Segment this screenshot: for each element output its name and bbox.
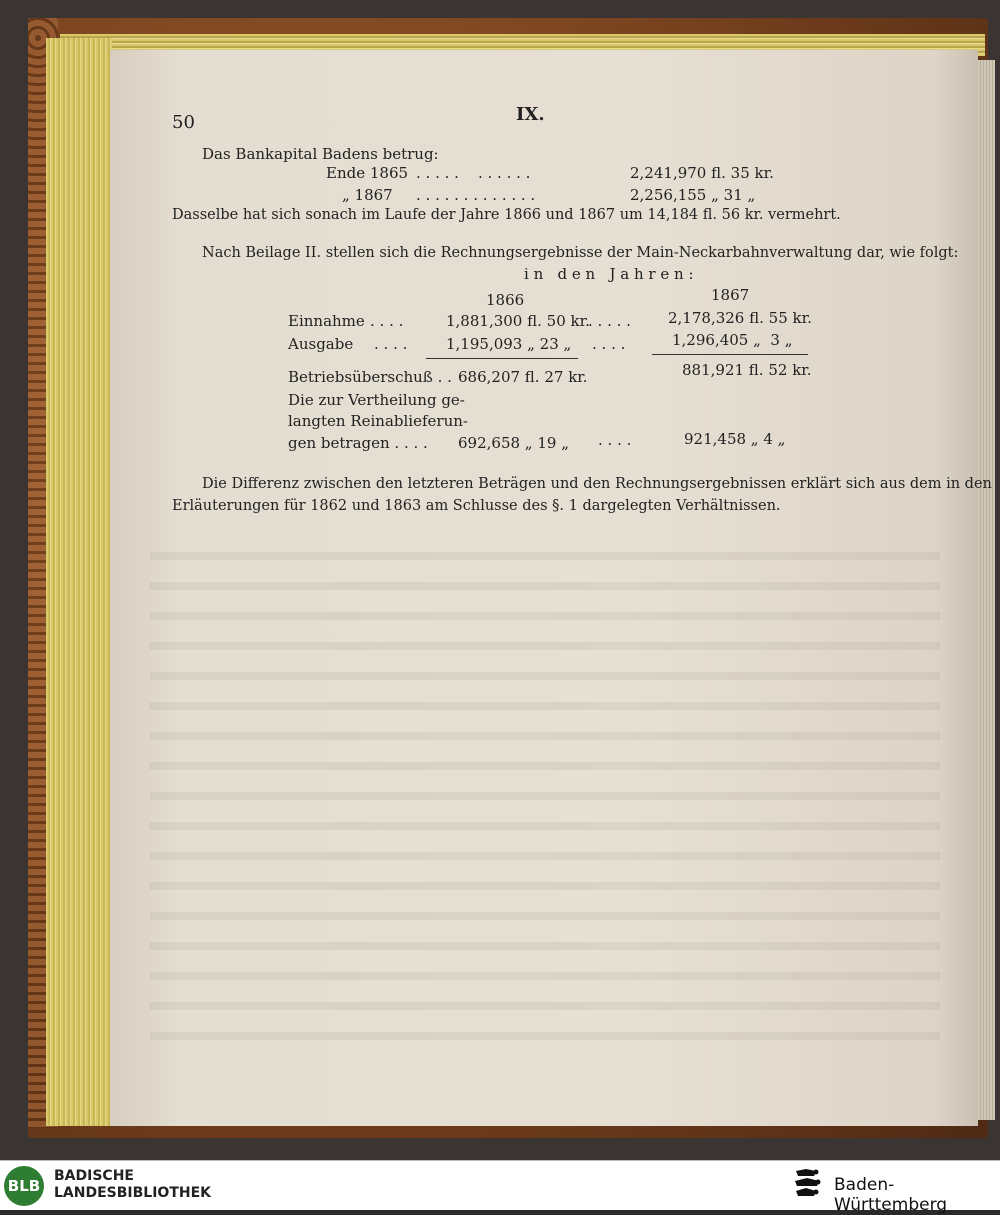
- dist-label-line1: Die zur Vertheilung ge-: [288, 391, 465, 409]
- bank-summary: Dasselbe hat sich sonach im Laufe der Jahre 1866 und 1867 um 14,184 fl. 56 kr. vermehrt.: [172, 207, 841, 223]
- dist-value-1866: 692,658 „ 19 „: [458, 434, 569, 452]
- row-value-1866: 686,207 fl. 27 kr.: [458, 368, 588, 386]
- row-value-1867: 1,296,405 „ 3 „: [672, 331, 793, 349]
- page-side-edge: [46, 38, 112, 1126]
- bleed-through-texture: [150, 530, 940, 1050]
- row-mid-dots: . . . .: [592, 335, 626, 353]
- baden-wuerttemberg-lions-icon[interactable]: [792, 1167, 822, 1203]
- bank-row2-value: 2,256,155 „ 31 „: [630, 186, 756, 204]
- row-label: Betriebsüberschuß . .: [288, 368, 452, 386]
- page-right-edge: [975, 60, 995, 1120]
- bank-row2-dots: . . . . . . . . . . . . .: [416, 186, 536, 204]
- bank-row1-label: Ende 1865: [326, 164, 409, 182]
- row-label: Einnahme: [288, 312, 365, 330]
- row-label: Ausgabe: [288, 335, 354, 353]
- blb-name[interactable]: [54, 1168, 211, 1202]
- bw-name[interactable]: Baden-Württemberg: [834, 1175, 948, 1215]
- row-dots: . . . .: [370, 312, 404, 330]
- row-value-1866: 1,881,300 fl. 50 kr.: [446, 312, 590, 330]
- sum-rule-1867: [652, 354, 808, 355]
- row-mid-dots: . . . . .: [588, 312, 631, 330]
- bank-row1-value: 2,241,970 fl. 35 kr.: [630, 164, 774, 182]
- row-dots: . . . .: [374, 335, 408, 353]
- bank-heading: Das Bankapital Badens betrug:: [202, 145, 439, 163]
- bank-row1-dots: . . . . . . . . . . .: [416, 164, 531, 182]
- blb-name-line1: BADISCHE: [54, 1168, 134, 1184]
- intro-text: Nach Beilage II. stellen sich die Rechnungsergebnisse der Main-Neckarbahnverwaltung dar, wie folgt:: [202, 245, 959, 261]
- blb-logo-icon[interactable]: BLB: [4, 1166, 44, 1206]
- dist-value-1867: 921,458 „ 4 „: [684, 430, 786, 448]
- col-header-1867: 1867: [711, 286, 750, 304]
- row-value-1867: 881,921 fl. 52 kr.: [682, 361, 812, 379]
- closing-line2: Erläuterungen für 1862 und 1863 am Schlusse des §. 1 dargelegten Verhältnissen.: [172, 498, 781, 514]
- page-number: 50: [172, 112, 195, 133]
- row-value-1866: 1,195,093 „ 23 „: [446, 335, 572, 353]
- row-value-1867: 2,178,326 fl. 55 kr.: [668, 309, 812, 327]
- dist-label-line3: gen betragen . . . .: [288, 434, 428, 452]
- footer-bar: [0, 1160, 1000, 1215]
- sum-rule-1866: [426, 358, 578, 359]
- dist-label-line2: langten Reinablieferun-: [288, 412, 468, 430]
- closing-line1: Die Differenz zwischen den letzteren Beträgen und den Rechnungsergebnissen erklärt sich aus dem in den: [202, 476, 992, 492]
- bank-row2-label: „ 1867: [342, 186, 393, 204]
- blb-name-line2: LANDESBIBLIOTHEK: [54, 1185, 212, 1201]
- years-heading: i n d e n J a h r e n :: [524, 265, 694, 283]
- col-header-1866: 1866: [486, 291, 525, 309]
- section-heading: IX.: [516, 104, 545, 125]
- dist-mid-dots: . . . .: [598, 431, 632, 449]
